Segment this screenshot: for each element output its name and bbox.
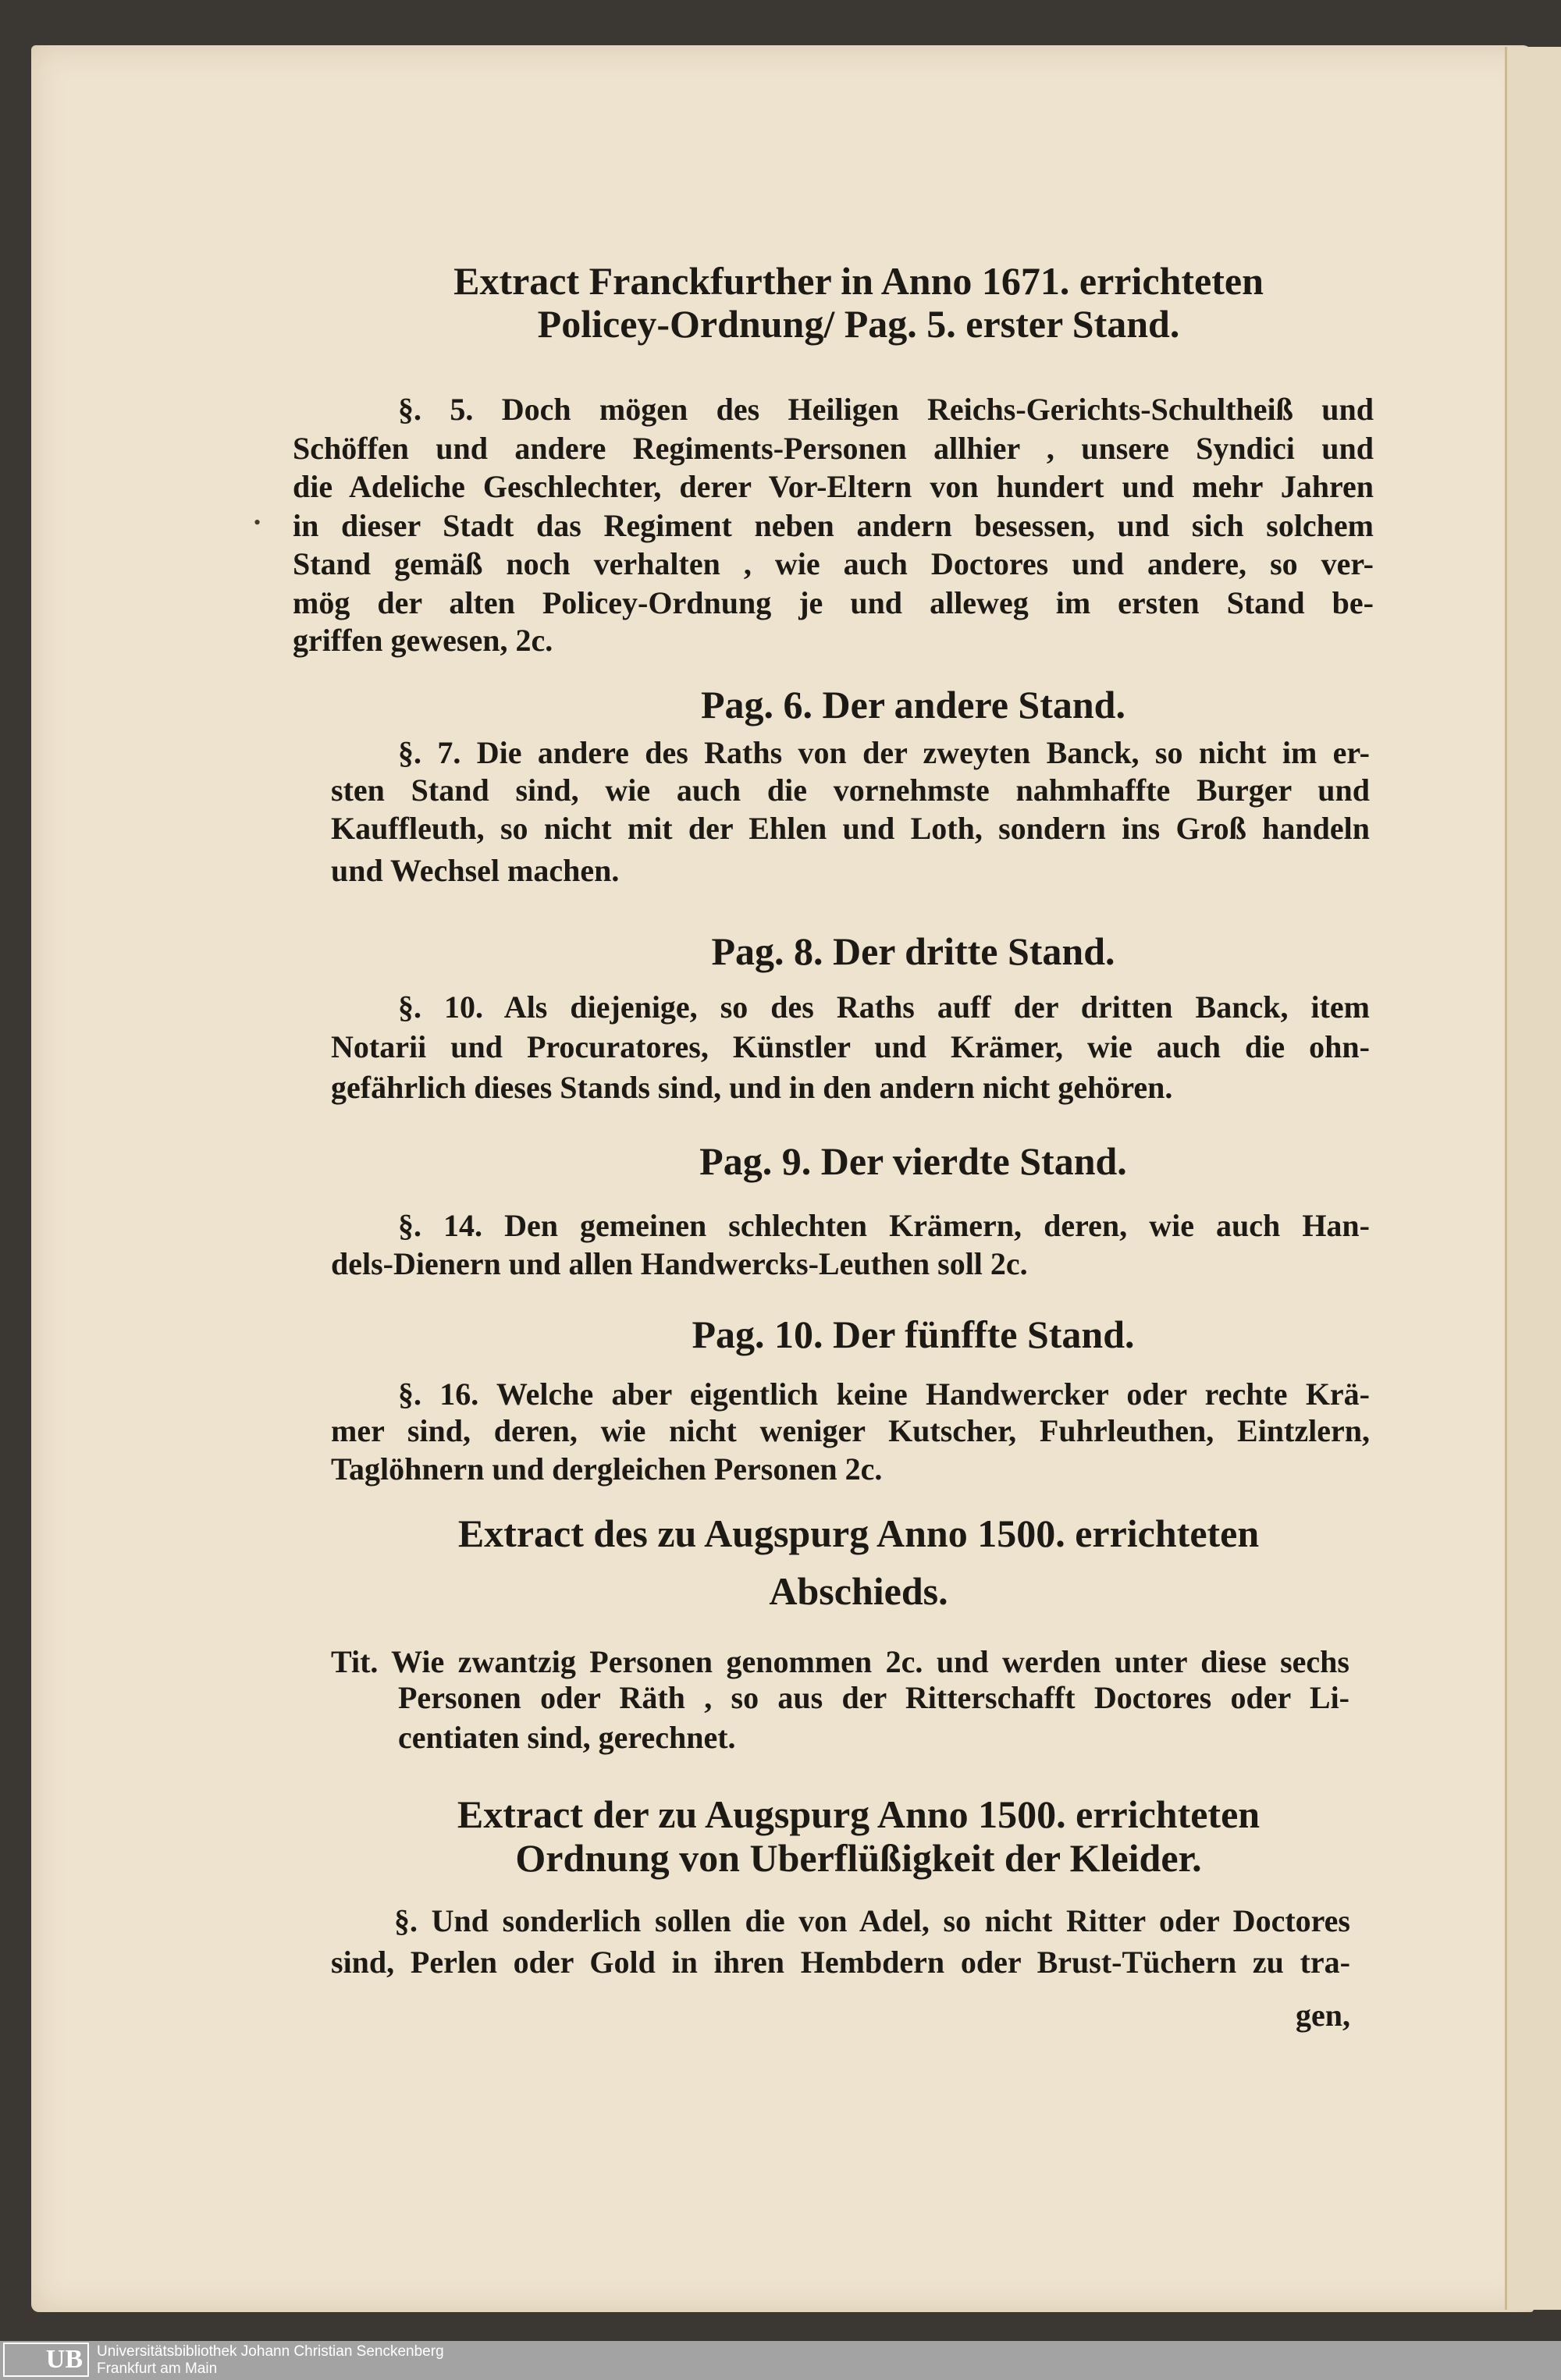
heading-1-line-1: Extract Franckfurther in Anno 1671. errichteten	[453, 259, 1264, 303]
para-7-line: §. 7. Die andere des Raths von der zweyten Banck, so nicht im er-	[398, 735, 1370, 770]
heading-pag-8: Pag. 8. Der dritte Stand.	[711, 929, 1115, 973]
para-16-line: §. 16. Welche aber eigentlich keine Handwercker oder rechte Krä-	[398, 1376, 1370, 1412]
heading-pag-9: Pag. 9. Der vierdte Stand.	[699, 1139, 1127, 1183]
heading-2-line-1: Extract des zu Augspurg Anno 1500. errichteten	[457, 1511, 1260, 1555]
para-5-line: §. 5. Doch mögen des Heiligen Reichs-Gerichts-Schultheiß und	[398, 392, 1374, 427]
catchword: gen,	[1296, 1998, 1350, 2033]
para-5-line: in dieser Stadt das Regiment neben andern besessen, und sich solchem	[293, 508, 1374, 543]
para-16-line: Taglöhnern und dergleichen Personen 2c.	[331, 1451, 883, 1487]
heading-pag-6: Pag. 6. Der andere Stand.	[701, 683, 1125, 726]
heading-2-line-2: Abschieds.	[769, 1569, 948, 1613]
heading-pag-10: Pag. 10. Der fünffte Stand.	[692, 1313, 1135, 1356]
para-tit-line: Tit. Wie zwantzig Personen genommen 2c. und werden unter diese sechs	[331, 1644, 1349, 1679]
margin-mark: •	[254, 511, 261, 534]
para-5-line: mög der alten Policey-Ordnung je und alleweg im ersten Stand be-	[293, 585, 1374, 620]
para-10-line: §. 10. Als diejenige, so des Raths auff der dritten Banck, item	[398, 989, 1370, 1025]
ub-logo: UB	[3, 2343, 89, 2377]
heading-3-line-1: Extract der zu Augspurg Anno 1500. errichteten	[457, 1792, 1261, 1836]
para-7-line: Kauffleuth, so nicht mit der Ehlen und Loth, sondern ins Groß handeln	[331, 811, 1370, 846]
para-7-line: und Wechsel machen.	[331, 853, 620, 888]
library-footer	[0, 2341, 1561, 2380]
adjacent-page-edge	[1505, 47, 1561, 2310]
para-5-line: Stand gemäß noch verhalten , wie auch Doctores und andere, so ver-	[293, 546, 1374, 581]
para-last-line: sind, Perlen oder Gold in ihren Hembdern oder Brust-Tüchern zu tra-	[331, 1945, 1350, 1980]
para-tit-line: Personen oder Räth , so aus der Ritterschafft Doctores oder Li-	[398, 1680, 1349, 1715]
footer-library-name: Universitätsbibliothek Johann Christian Senckenberg	[97, 2343, 444, 2360]
para-5-line: griffen gewesen, 2c.	[293, 623, 553, 658]
heading-1-line-2: Policey-Ordnung/ Pag. 5. erster Stand.	[537, 302, 1180, 346]
heading-3-line-2: Ordnung von Uberflüßigkeit der Kleider.	[515, 1836, 1202, 1880]
para-14-line: dels-Dienern und allen Handwercks-Leuthen soll 2c.	[331, 1246, 1028, 1281]
footer-location: Frankfurt am Main	[97, 2360, 218, 2377]
para-10-line: Notarii und Procuratores, Künstler und Krämer, wie auch die ohn-	[331, 1029, 1370, 1064]
para-10-line: gefährlich dieses Stands sind, und in den andern nicht gehören.	[331, 1070, 1173, 1105]
para-tit-line: centiaten sind, gerechnet.	[398, 1720, 736, 1755]
para-16-line: mer sind, deren, wie nicht weniger Kutscher, Fuhrleuthen, Eintzlern,	[331, 1413, 1370, 1448]
para-5-line: die Adeliche Geschlechter, derer Vor-Eltern von hundert und mehr Jahren	[293, 469, 1374, 504]
para-14-line: §. 14. Den gemeinen schlechten Krämern, deren, wie auch Han-	[398, 1208, 1370, 1243]
para-5-line: Schöffen und andere Regiments-Personen allhier , unsere Syndici und	[293, 431, 1374, 466]
para-last-line: §. Und sonderlich sollen die von Adel, so nicht Ritter oder Doctores	[394, 1903, 1350, 1938]
para-7-line: sten Stand sind, wie auch die vornehmste nahmhaffte Burger und	[331, 773, 1370, 808]
